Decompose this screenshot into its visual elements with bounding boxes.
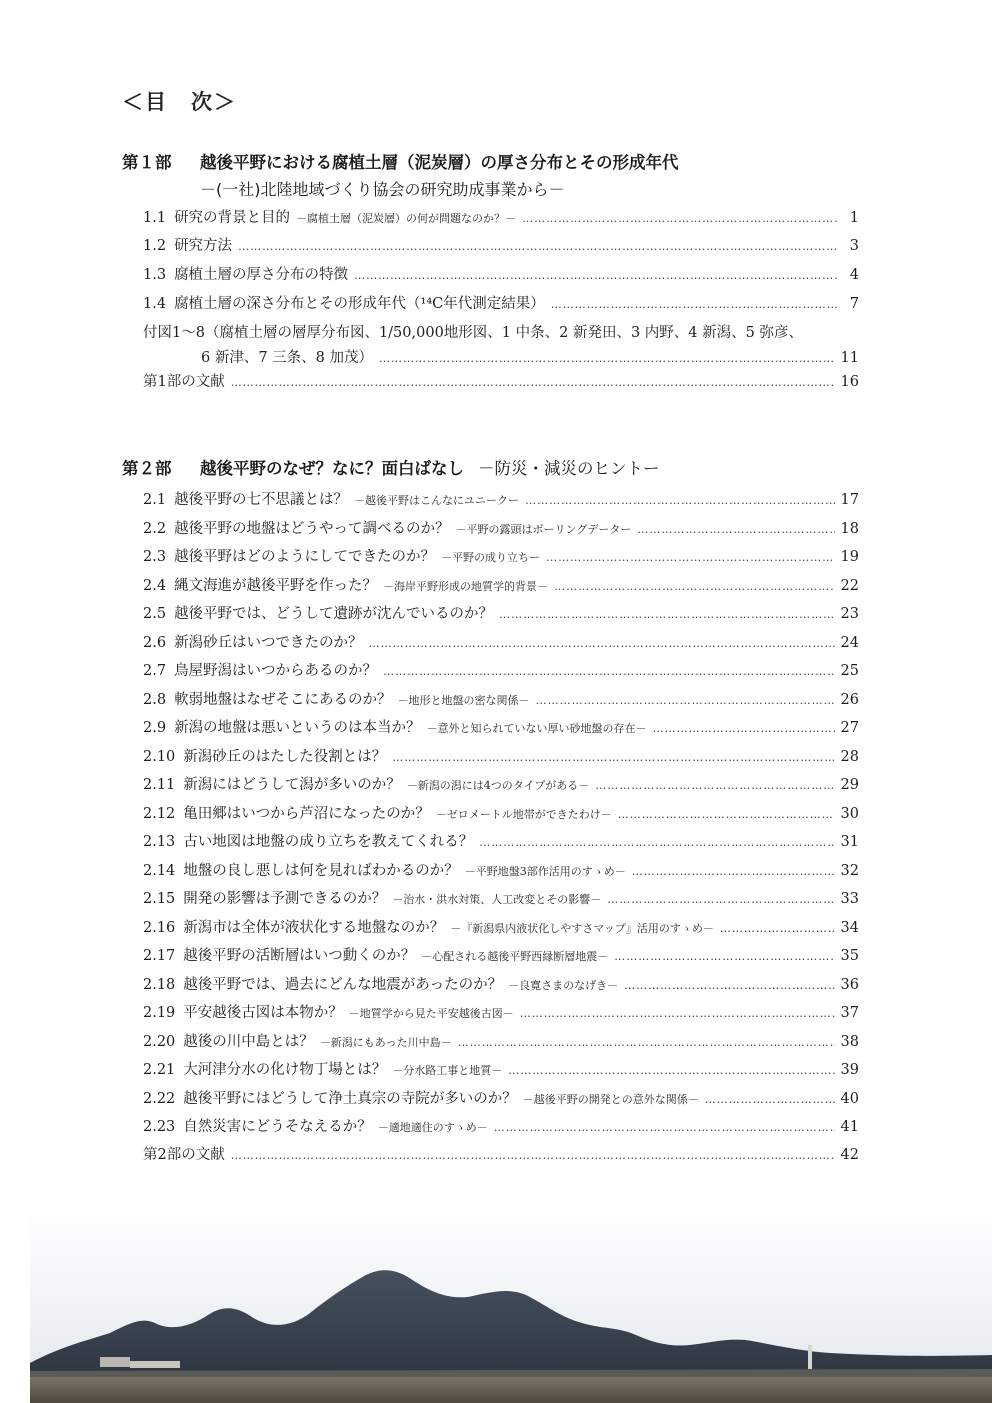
toc-entry[interactable]	[143, 916, 859, 940]
entry-page: 29	[840, 777, 859, 793]
entry-subtitle: －ゼロメートル地帯ができたわけ－	[435, 807, 612, 821]
entry-title: 地盤の良し悪しは何を見ればわかるのか？	[183, 862, 459, 879]
entry-subtitle: －心配される越後平野西縁断層地震－	[421, 950, 609, 963]
entry-page: 4	[849, 267, 859, 283]
entry-subtitle: －越後平野の開発との意外な関係－	[522, 1092, 699, 1106]
toc-entry[interactable]	[143, 1115, 859, 1139]
leader-dots	[525, 494, 834, 507]
entry-page: 34	[840, 919, 859, 936]
toc-entry[interactable]	[143, 802, 859, 826]
part2-number: 第２部	[122, 459, 172, 478]
entry-page: 36	[840, 976, 859, 993]
part1-subtitle: －(一社)北陸地域づくり協会の研究助成事業から－	[200, 180, 565, 199]
entry-subtitle: －平野の成り立ちー	[441, 551, 541, 564]
appendix-line1: 付図1～8（腐植土層の層厚分布図、1/50,000地形図、1 中条、2 新発田、3 内野、4 新潟、5 弥彦、	[143, 325, 803, 341]
entry-subtitle: －地形と地盤の密な関係－	[397, 693, 530, 707]
toc-entry[interactable]	[143, 887, 859, 911]
entry-subtitle: －新潟にもあった川中島－	[319, 1035, 452, 1049]
entry-page: 17	[840, 492, 859, 508]
leader-dots	[637, 523, 834, 536]
entry-title: 鳥屋野潟はいつからあるのか？	[174, 663, 378, 679]
leader-dots	[508, 1064, 834, 1077]
entry-subtitle: －海岸平野形成の地質学的背景－	[383, 579, 549, 593]
entry-number: 2.4	[143, 577, 167, 594]
toc-entry[interactable]	[143, 517, 859, 541]
leader-dots	[383, 665, 834, 678]
toc-entry[interactable]	[143, 488, 859, 512]
entry-title: 古い地図は地盤の成り立ちを教えてくれる？	[183, 834, 474, 850]
toc-entry[interactable]	[143, 234, 859, 258]
toc-title: ＜目 次＞	[122, 90, 237, 114]
leader-dots	[720, 922, 835, 935]
entry-subtitle: －平野地盤3部作活用のすゝめ－	[464, 864, 626, 878]
toc-entry[interactable]	[143, 545, 859, 569]
mountain-landscape-image	[30, 1205, 992, 1403]
entry-number: 2.8	[143, 691, 167, 708]
toc-entry-refs[interactable]	[143, 1143, 859, 1167]
entry-page: 25	[840, 663, 859, 679]
entry-number: 2.17	[143, 948, 176, 964]
entry-title: 越後の川中島とは？	[183, 1033, 314, 1050]
toc-entry[interactable]	[143, 1058, 859, 1082]
entry-title: 腐植土層の深さ分布とその形成年代（¹⁴C年代測定結果）	[174, 296, 545, 312]
leader-dots	[632, 865, 835, 878]
entry-subtitle: －『新潟県内液状化しやすさマップ』活用のすゝめ－	[450, 921, 714, 935]
entry-title: 研究方法	[174, 238, 233, 254]
entry-title: 開発の影響は予測できるのか？	[183, 891, 387, 907]
entry-page: 26	[840, 691, 859, 708]
entry-page: 39	[840, 1062, 859, 1078]
toc-entry-appendix[interactable]	[143, 321, 859, 367]
entry-subtitle: －平野の露頭はボーリングデーター	[455, 522, 632, 536]
entry-number: 2.21	[143, 1062, 176, 1078]
entry-number: 1.1	[143, 210, 167, 226]
leader-dots	[546, 551, 834, 564]
entry-number: 2.6	[143, 634, 167, 651]
toc-entry[interactable]	[143, 574, 859, 598]
entry-subtitle: －腐植土層（泥炭層）の何が問題なのか？－	[296, 212, 517, 225]
entry-number: 2.20	[143, 1033, 176, 1050]
entry-title: 越後平野では、過去にどんな地震があったのか？	[183, 976, 503, 993]
entry-page: 11	[840, 350, 859, 366]
leader-dots	[520, 1007, 835, 1020]
toc-entry-refs[interactable]	[143, 370, 859, 394]
toc-entry[interactable]	[143, 859, 859, 883]
entry-title: 自然災害にどうそなえるか？	[183, 1119, 372, 1135]
entry-number: 2.14	[143, 862, 176, 879]
entry-number: 2.7	[143, 663, 167, 679]
toc-entry[interactable]	[143, 745, 859, 769]
entry-page: 22	[840, 577, 859, 594]
entry-subtitle: －分水路工事と地質－	[392, 1064, 503, 1077]
leader-dots	[595, 779, 834, 792]
entry-title: 大河津分水の化け物丁場とは？	[183, 1062, 387, 1078]
leader-dots	[458, 1036, 835, 1049]
entry-subtitle: －適地適住のすゝめ－	[377, 1121, 488, 1134]
entry-title: 第2部の文献	[143, 1147, 225, 1163]
entry-subtitle: －地質学から見た平安越後古図－	[348, 1007, 514, 1020]
entry-title: 研究の背景と目的	[174, 210, 291, 226]
entry-page: 33	[840, 891, 859, 907]
entry-title: 腐植土層の厚さ分布の特徴	[174, 267, 349, 283]
entry-title: 縄文海進が越後平野を作った？	[174, 577, 378, 594]
part1-title: 越後平野における腐植土層（泥炭層）の厚さ分布とその形成年代	[200, 153, 679, 172]
leader-dots	[494, 1121, 835, 1134]
toc-entry[interactable]	[143, 973, 859, 997]
entry-number: 2.5	[143, 606, 167, 622]
entry-page: 37	[840, 1005, 859, 1021]
landscape-photo	[30, 1205, 992, 1403]
entry-page: 32	[840, 862, 859, 879]
entry-number: 2.10	[143, 748, 176, 765]
toc-entry[interactable]	[143, 263, 859, 287]
entry-title: 亀田郷はいつから芦沼になったのか？	[183, 805, 430, 822]
leader-dots	[479, 836, 834, 849]
leader-dots	[392, 751, 834, 764]
entry-number: 2.13	[143, 834, 176, 850]
entry-title: 越後平野では、どうして遺跡が沈んでいるのか？	[174, 606, 494, 622]
entry-page: 16	[840, 374, 859, 390]
entry-page: 24	[840, 634, 859, 651]
appendix-line2: 6 新津、7 三条、8 加茂）	[201, 350, 374, 366]
part2-note: －防災・減災のヒントー	[478, 459, 660, 478]
toc-entry[interactable]	[143, 716, 859, 740]
entry-title: 新潟にはどうして潟が多いのか？	[183, 777, 401, 793]
entry-number: 2.11	[143, 777, 176, 793]
leader-dots	[238, 240, 839, 253]
entry-title: 軟弱地盤はなぜそこにあるのか？	[174, 691, 392, 708]
entry-number: 2.22	[143, 1090, 176, 1107]
entry-page: 18	[840, 520, 859, 537]
leader-dots	[231, 1149, 835, 1162]
part1-heading	[122, 149, 679, 173]
leader-dots	[354, 269, 839, 282]
entry-title: 第1部の文献	[143, 374, 225, 390]
leader-dots	[369, 637, 835, 650]
entry-subtitle: －越後平野はこんなにユニークー	[354, 494, 520, 507]
leader-dots	[653, 722, 835, 735]
entry-page: 35	[840, 948, 859, 964]
entry-page: 3	[849, 238, 859, 254]
entry-page: 41	[840, 1119, 859, 1135]
part1-number: 第１部	[122, 153, 172, 172]
leader-dots	[231, 376, 835, 389]
entry-title: 新潟砂丘はいつできたのか？	[174, 634, 363, 651]
entry-title: 越後平野の地盤はどうやって調べるのか？	[174, 520, 450, 537]
entry-page: 38	[840, 1033, 859, 1050]
entry-page: 31	[840, 834, 859, 850]
toc-entry[interactable]	[143, 1030, 859, 1054]
entry-subtitle: －治水・洪水対策、人工改変とその影響－	[392, 893, 602, 906]
entry-title: 新潟の地盤は悪いというのは本当か？	[174, 720, 421, 736]
toc-entry[interactable]	[143, 659, 859, 683]
toc-entry[interactable]	[143, 830, 859, 854]
entry-number: 2.19	[143, 1005, 176, 1021]
leader-dots	[624, 979, 834, 992]
entry-title: 新潟砂丘のはたした役割とは？	[183, 748, 387, 765]
entry-number: 2.9	[143, 720, 167, 736]
entry-subtitle: －良寛さまのなげき－	[508, 978, 619, 992]
toc-entry[interactable]	[143, 688, 859, 712]
leader-dots	[705, 1093, 835, 1106]
entry-page: 19	[840, 549, 859, 565]
entry-title: 越後平野の活断層はいつ動くのか？	[183, 948, 416, 964]
entry-title: 平安越後古図は本物か？	[183, 1005, 343, 1021]
entry-number: 1.3	[143, 267, 167, 283]
entry-page: 40	[840, 1090, 859, 1107]
leader-dots	[379, 352, 835, 365]
entry-subtitle: －意外と知られていない厚い砂地盤の存在－	[426, 722, 647, 735]
entry-page: 42	[840, 1147, 859, 1163]
appendix-line2-row	[201, 346, 859, 367]
part2-heading	[122, 455, 660, 479]
entry-number: 1.4	[143, 296, 167, 312]
toc-entry[interactable]	[143, 602, 859, 626]
part2-title: 越後平野のなぜ？なに？面白ばなし	[200, 459, 464, 478]
entry-title: 越後平野にはどうして浄土真宗の寺院が多いのか？	[183, 1090, 517, 1107]
entry-title: 越後平野の七不思議とは？	[174, 492, 349, 508]
entry-page: 7	[849, 296, 859, 312]
leader-dots	[618, 808, 835, 821]
toc-entry[interactable]	[143, 631, 859, 655]
entry-page: 23	[840, 606, 859, 622]
leader-dots	[499, 608, 834, 621]
leader-dots	[607, 893, 834, 906]
entry-number: 2.15	[143, 891, 176, 907]
leader-dots	[554, 580, 834, 593]
toc-entry[interactable]	[143, 292, 859, 316]
entry-page: 28	[840, 748, 859, 765]
entry-title: 新潟市は全体が液状化する地盤なのか？	[183, 919, 445, 936]
entry-number: 2.3	[143, 549, 167, 565]
entry-number: 2.12	[143, 805, 176, 822]
entry-number: 2.2	[143, 520, 167, 537]
entry-subtitle: －新潟の潟には4つのタイプがある－	[406, 779, 590, 792]
entry-title: 越後平野はどのようにしてできたのか？	[174, 549, 436, 565]
leader-dots	[614, 950, 834, 963]
leader-dots	[536, 694, 835, 707]
entry-number: 2.16	[143, 919, 176, 936]
entry-page: 1	[849, 210, 859, 226]
toc-entry[interactable]	[143, 206, 859, 230]
entry-number: 1.2	[143, 238, 167, 254]
entry-number: 2.18	[143, 976, 176, 993]
entry-page: 30	[840, 805, 859, 822]
toc-entry[interactable]	[143, 1087, 859, 1111]
toc-entry[interactable]	[143, 1001, 859, 1025]
entry-number: 2.23	[143, 1119, 176, 1135]
leader-dots	[522, 212, 839, 225]
entry-number: 2.1	[143, 492, 167, 508]
toc-entry[interactable]	[143, 944, 859, 968]
toc-entry[interactable]	[143, 773, 859, 797]
leader-dots	[551, 298, 839, 311]
entry-page: 27	[840, 720, 859, 736]
